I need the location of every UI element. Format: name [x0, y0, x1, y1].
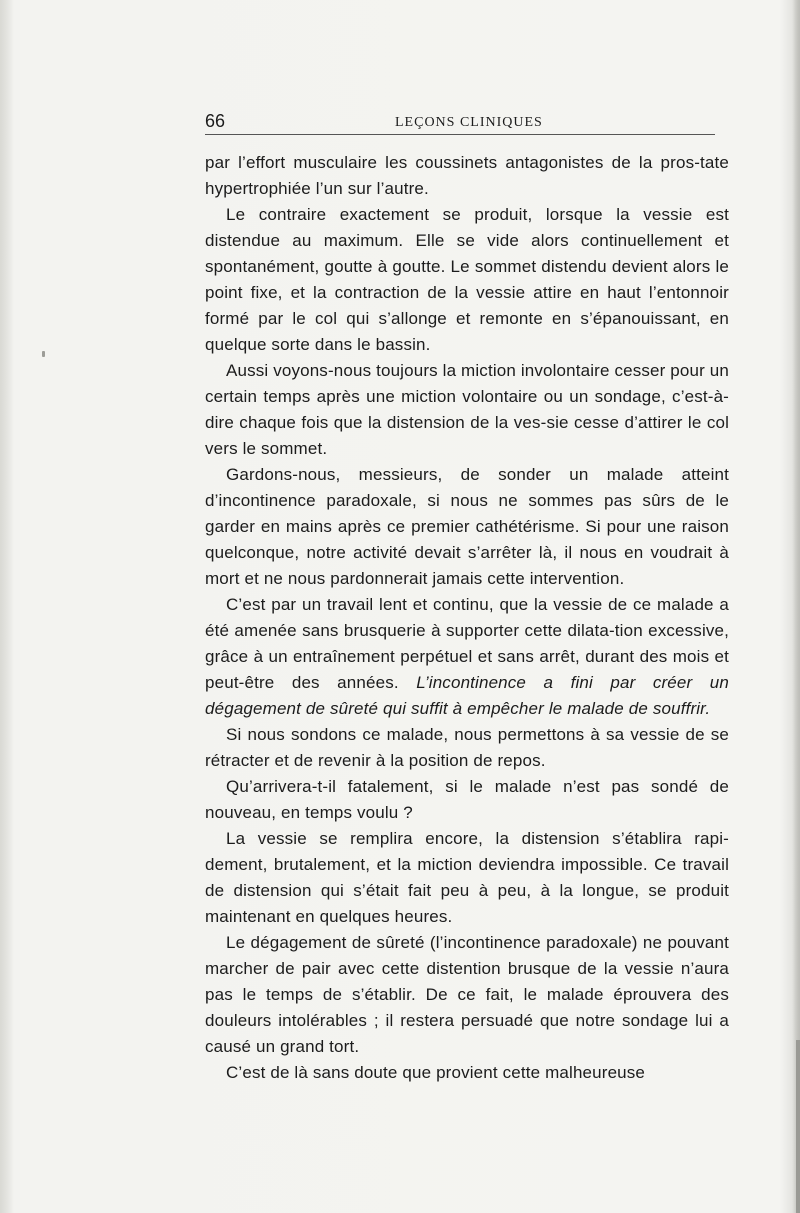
paragraph-text: C’est par un travail lent et continu, que la vessie de ce malade a été amenée sans brusquerie à supporter cette dilata-tion excessive, grâce à un entraînement perpétuel et sans arrêt, durant des mois et peut-être des années.: [205, 595, 729, 692]
paragraph: Le contraire exactement se produit, lorsque la vessie est distendue au maximum. Elle se vide alors continuellement et spontanément, goutte à goutte. Le sommet distendu devient alors le point fixe, et la contraction de la vessie attire en haut l’entonnoir formé par le col qui s’allonge et remonte en s’épanouissant, en quelque sorte dans le bassin.: [205, 205, 729, 354]
paragraph: Le dégagement de sûreté (l’incontinence paradoxale) ne pouvant marcher de pair avec cette distention brusque de la vessie n’aura pas le temps de s’établir. De ce fait, le malade éprouvera des douleurs intolérables ; il restera persuadé que notre sondage lui a causé un grand tort.: [205, 933, 729, 1056]
page-gutter-shadow: [0, 0, 14, 1213]
paragraph: Qu’arrivera-t-il fatalement, si le malade n’est pas sondé de nouveau, en temps voulu ?: [205, 777, 729, 822]
paragraph: [205, 592, 729, 722]
paragraph: C’est de là sans doute que provient cette malheureuse: [226, 1063, 646, 1082]
page-number: 66: [205, 111, 226, 131]
page-header: [205, 110, 715, 134]
margin-speck: [42, 351, 45, 357]
paragraph: par l’effort musculaire les coussinets antagonistes de la pros-tate hypertrophiée l’un sur l’autre.: [205, 153, 729, 198]
page-edge-mark: [796, 1040, 800, 1213]
paragraph: Gardons-nous, messieurs, de sonder un malade atteint d’incontinence paradoxale, si nous ne sommes pas sûrs de le garder en mains après ce premier cathétérisme. Si pour une raison quelconque, notre activité devait s’arrêter là, il nous en voudrait à mort et ne nous pardonnerait jamais cette intervention.: [205, 465, 729, 588]
running-title: LEÇONS CLINIQUES: [395, 115, 543, 130]
page-edge-shadow: [792, 0, 800, 1213]
header-rule: [205, 134, 715, 135]
paragraph: Si nous sondons ce malade, nous permettons à sa vessie de se rétracter et de revenir à la position de repos.: [205, 725, 729, 770]
paragraph: La vessie se remplira encore, la distension s’établira rapi-dement, brutalement, et la miction deviendra impossible. Ce travail de distension qui s’était fait peu à peu, à la longue, se produit maintenant en quelques heures.: [205, 829, 729, 926]
italic-passage: L’incontinence a fini par créer un dégagement de sûreté qui suffit à empêcher le malade de souffrir.: [205, 673, 729, 718]
body-text: [205, 150, 729, 1086]
paragraph: Aussi voyons-nous toujours la miction involontaire cesser pour un certain temps après une miction volontaire ou un sondage, c’est-à-dire chaque fois que la distension de la ves-sie cesse d’attirer le col vers le sommet.: [205, 361, 729, 458]
